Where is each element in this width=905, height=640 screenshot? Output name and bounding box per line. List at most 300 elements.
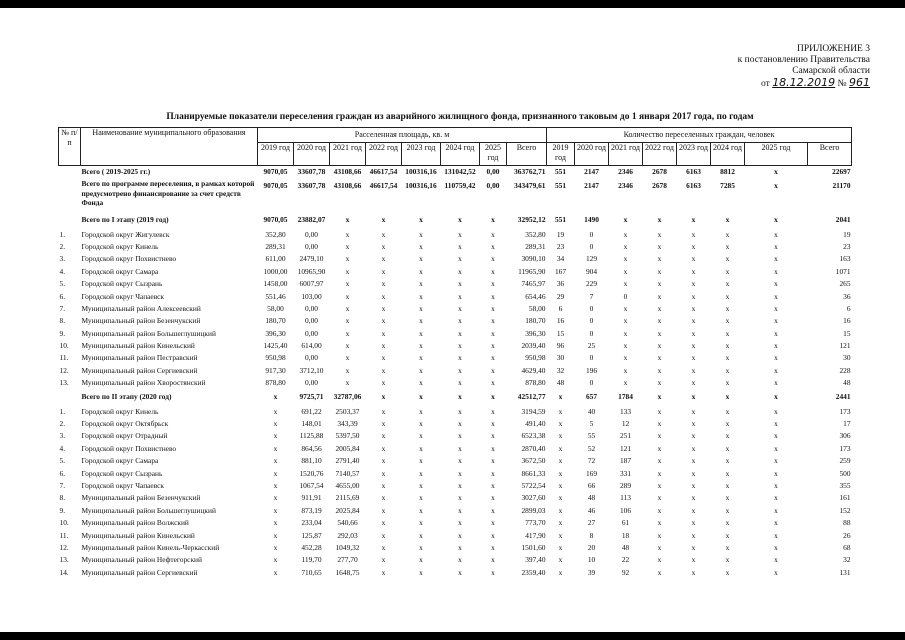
area-value: x <box>458 229 462 239</box>
area-value: 277,70 <box>337 555 358 565</box>
area-value: 1458,00 <box>263 279 288 289</box>
municipality-name: Городской округ Сызрань <box>81 468 163 478</box>
people-value: x <box>725 303 730 313</box>
table-row <box>59 278 852 290</box>
people-value: x <box>657 419 662 429</box>
people-value: x <box>774 341 778 351</box>
area-value: x <box>345 291 350 301</box>
area-value: x <box>491 392 495 402</box>
people-value: 25 <box>587 341 596 351</box>
area-value: x <box>273 542 278 552</box>
area-value: 9070,05 <box>263 215 288 225</box>
area-value: 43108,66 <box>333 181 362 191</box>
people-value: x <box>558 406 563 416</box>
people-value: x <box>691 392 696 402</box>
people-value: x <box>657 365 662 375</box>
people-value: 92 <box>621 567 630 577</box>
row-number: 12. <box>59 542 69 552</box>
municipality-name: Городской округ Кинель <box>81 241 159 251</box>
area-value: x <box>458 215 462 225</box>
municipality-name: Городской округ Жигулевск <box>81 229 170 239</box>
people-value: 167 <box>554 266 567 276</box>
area-value: x <box>273 456 278 466</box>
people-value: 8812 <box>711 166 745 179</box>
area-value: x <box>458 341 462 351</box>
area-value: 0,00 <box>305 328 318 338</box>
people-value: x <box>623 328 628 338</box>
area-value: 1049,32 <box>335 542 360 552</box>
people-value: x <box>558 481 563 490</box>
area-value: x <box>381 254 386 264</box>
people-value: 0 <box>589 353 594 363</box>
area-value: 46617,54 <box>366 166 402 179</box>
area-value: x <box>381 505 386 515</box>
people-value: x <box>774 481 778 490</box>
people-value: x <box>657 542 662 552</box>
area-value: 397,40 <box>525 555 546 565</box>
people-value: 0 <box>589 378 594 388</box>
people-value: x <box>558 493 563 503</box>
municipality-name: Городской округ Самара <box>81 456 159 466</box>
people-value: 0 <box>589 303 594 313</box>
people-value: x <box>691 378 696 388</box>
area-value: 148,01 <box>301 419 322 429</box>
area-value: x <box>381 215 386 225</box>
table-row <box>59 266 852 278</box>
people-value: x <box>691 542 696 552</box>
area-value: x <box>458 567 462 577</box>
people-value: 106 <box>619 505 632 515</box>
municipality-name: Муниципальный район Сергиевский <box>81 365 198 375</box>
people-value: x <box>691 555 696 565</box>
people-value: x <box>558 431 563 441</box>
area-value: 4655,00 <box>335 481 360 490</box>
area-value: x <box>458 518 462 528</box>
area-value: x <box>419 291 423 301</box>
area-value: x <box>419 365 423 375</box>
people-value: x <box>745 166 808 179</box>
area-value: 2479,10 <box>299 254 324 264</box>
area-value: x <box>419 328 423 338</box>
people-value: x <box>558 456 563 466</box>
people-value: 6163 <box>686 181 701 191</box>
area-year-header: 2023 год <box>402 143 441 166</box>
area-value: x <box>419 353 423 363</box>
people-value: x <box>725 266 730 276</box>
people-value: 131 <box>839 567 851 577</box>
table-row <box>59 241 852 253</box>
area-value: x <box>491 431 495 441</box>
area-value: 11965,90 <box>518 266 546 276</box>
people-value: 289 <box>619 481 632 490</box>
people-value: 66 <box>587 481 596 490</box>
people-value: x <box>657 303 662 313</box>
area-value: 1425,40 <box>263 341 288 351</box>
people-year-header: 2020 год <box>575 143 609 166</box>
table-row <box>59 443 852 455</box>
people-value: 12 <box>621 419 630 429</box>
area-value: 2359,40 <box>521 567 546 577</box>
people-value: x <box>657 328 662 338</box>
people-value: x <box>623 266 628 276</box>
area-value: x <box>381 241 386 251</box>
area-value: 125,87 <box>301 530 322 540</box>
area-value: x <box>491 291 495 301</box>
area-value: 2039,40 <box>521 341 546 351</box>
area-value: 58,00 <box>528 303 546 313</box>
document-title: Планируемые показатели переселения граждан из аварийного жилищного фонда, признанного таковым до 1 января 2017 года, по годам <box>166 112 754 122</box>
people-value: x <box>558 518 563 528</box>
area-value: x <box>345 341 350 351</box>
row-number: 2. <box>59 419 66 429</box>
people-value: x <box>774 291 778 301</box>
people-value: 0 <box>589 241 594 251</box>
people-value: x <box>691 493 696 503</box>
area-value: x <box>381 406 386 416</box>
people-value: x <box>774 443 778 453</box>
municipality-name: Всего по I этапу (2019 год) <box>81 215 169 225</box>
area-value: x <box>491 266 495 276</box>
municipality-name: Муниципальный район Алексеевский <box>81 303 201 313</box>
area-value: 1648,75 <box>335 567 360 577</box>
people-year-header: 2022 год <box>643 143 677 166</box>
people-value: 657 <box>585 392 598 402</box>
area-value: x <box>419 303 423 313</box>
people-value: 113 <box>620 493 631 503</box>
area-value: x <box>345 378 350 388</box>
people-year-header: 2023 год <box>677 143 711 166</box>
area-value: x <box>419 431 423 441</box>
people-value: 34 <box>556 254 565 264</box>
people-value: x <box>657 254 662 264</box>
municipality-name: Всего ( 2019-2025 гг.) <box>81 166 258 179</box>
area-value: x <box>273 431 278 441</box>
row-number: 4. <box>59 266 66 276</box>
people-value: x <box>623 341 628 351</box>
area-value: x <box>419 392 423 402</box>
table-row <box>59 480 852 492</box>
people-value: x <box>725 378 730 388</box>
municipality-name: Городской округ Похвистнево <box>81 254 177 264</box>
area-value: x <box>491 542 495 552</box>
row-number: 10. <box>59 341 69 351</box>
people-value: x <box>725 406 730 416</box>
people-value: x <box>558 530 563 540</box>
area-value: x <box>381 328 386 338</box>
area-value: x <box>491 530 495 540</box>
people-value: x <box>725 254 730 264</box>
area-value: x <box>419 419 423 429</box>
people-value: 306 <box>839 431 851 441</box>
area-value: 6523,38 <box>521 431 546 441</box>
people-value: x <box>657 291 662 301</box>
area-value: x <box>381 555 386 565</box>
people-value: 228 <box>839 365 851 375</box>
people-value: 1784 <box>618 392 633 402</box>
table-row <box>59 228 852 240</box>
area-value: x <box>491 254 495 264</box>
area-value: 4629,40 <box>521 365 546 375</box>
people-value: x <box>691 456 696 466</box>
people-value: x <box>558 443 563 453</box>
area-value: x <box>345 279 350 289</box>
people-year-header: 2019 год <box>547 143 575 166</box>
people-value: 904 <box>585 266 598 276</box>
people-value: x <box>657 392 662 402</box>
area-value: x <box>345 229 350 239</box>
people-value: 2147 <box>584 181 599 191</box>
people-value: 129 <box>585 254 598 264</box>
municipality-name: Муниципальный район Кинельский <box>81 530 195 540</box>
people-value: x <box>657 530 662 540</box>
people-value: 229 <box>585 279 598 289</box>
people-value: 88 <box>843 518 851 528</box>
municipality-name: Муниципальный район Большеглушицкий <box>81 328 216 338</box>
municipality-name: Муниципальный район Безенчукский <box>81 316 201 326</box>
people-value: x <box>774 279 778 289</box>
area-value: 343479,61 <box>514 181 546 191</box>
table-row <box>59 290 852 302</box>
people-value: x <box>691 229 696 239</box>
area-value: 396,30 <box>525 328 546 338</box>
people-value: 52 <box>587 443 596 453</box>
people-value: 2147 <box>575 166 609 179</box>
row-number <box>59 389 81 405</box>
municipality-name: Муниципальный район Сергиевский <box>81 567 198 577</box>
row-number: 11. <box>59 353 69 363</box>
people-value: x <box>774 254 778 264</box>
area-value: 33607,78 <box>294 166 330 179</box>
people-value: 10 <box>587 555 596 565</box>
people-value: x <box>725 316 730 326</box>
area-value: x <box>491 518 495 528</box>
people-value: x <box>623 279 628 289</box>
area-value: 9070,05 <box>258 166 294 179</box>
area-year-header: 2025 год <box>480 143 507 166</box>
people-value: x <box>725 241 730 251</box>
area-value: x <box>381 518 386 528</box>
area-value: x <box>491 505 495 515</box>
area-value: 180,70 <box>525 316 546 326</box>
people-value: 187 <box>619 456 632 466</box>
area-value: x <box>458 443 462 453</box>
area-value: 2005,84 <box>335 443 360 453</box>
people-value: 39 <box>587 567 596 577</box>
people-value: 68 <box>843 542 851 552</box>
people-value: 8 <box>589 530 594 540</box>
people-value: 32 <box>556 365 565 375</box>
area-value: x <box>381 419 386 429</box>
area-value: 551,46 <box>265 291 286 301</box>
table-row <box>59 212 852 228</box>
area-value: 5722,54 <box>521 481 546 490</box>
table-row <box>59 340 852 352</box>
area-value: 0,00 <box>480 166 507 179</box>
area-value: x <box>345 266 350 276</box>
area-value: x <box>491 443 495 453</box>
area-value: 0,00 <box>305 353 318 363</box>
people-value: x <box>774 456 778 466</box>
area-value: 0,00 <box>305 316 318 326</box>
area-value: 32952,12 <box>517 215 546 225</box>
table-row <box>59 389 852 405</box>
row-number: 4. <box>59 443 66 453</box>
people-value: x <box>725 481 730 490</box>
people-value: x <box>623 241 628 251</box>
area-value: 1501,60 <box>521 542 546 552</box>
municipality-name: Всего по II этапу (2020 год) <box>81 392 172 402</box>
area-value: x <box>458 431 462 441</box>
people-value: x <box>691 316 696 326</box>
people-value: x <box>623 353 628 363</box>
people-value: 551 <box>554 215 567 225</box>
people-value: x <box>657 215 662 225</box>
people-value: x <box>657 241 662 251</box>
people-value: 96 <box>556 341 565 351</box>
row-number: 10. <box>59 518 69 528</box>
area-value: x <box>419 456 423 466</box>
people-value: x <box>774 365 778 375</box>
area-value: x <box>491 378 495 388</box>
area-value: 110759,42 <box>444 181 476 191</box>
area-value: 363762,71 <box>507 166 547 179</box>
area-value: 9725,71 <box>299 392 324 402</box>
people-value: 23 <box>843 241 851 251</box>
area-value: x <box>458 419 462 429</box>
row-number: 3. <box>59 431 66 441</box>
people-value: x <box>774 181 778 191</box>
municipality-name: Городской округ Кинель <box>81 406 159 416</box>
col-name-header: Наименование муниципального образования <box>81 128 258 166</box>
area-value: 710,65 <box>301 567 322 577</box>
municipality-name: Городской округ Чапаевск <box>81 481 165 490</box>
area-value: x <box>381 279 386 289</box>
people-value: 6 <box>558 303 563 313</box>
people-value: x <box>691 241 696 251</box>
people-value: x <box>657 567 662 577</box>
municipality-name: Городской округ Отрадный <box>81 431 168 441</box>
people-value: x <box>774 468 778 478</box>
people-value: x <box>774 493 778 503</box>
people-value: 21170 <box>832 181 851 191</box>
people-value: x <box>774 241 778 251</box>
people-value: x <box>725 530 730 540</box>
area-value: 2870,40 <box>521 443 546 453</box>
people-value: x <box>657 353 662 363</box>
people-value: 29 <box>556 291 565 301</box>
people-value: x <box>691 266 696 276</box>
row-number: 1. <box>59 406 66 416</box>
table-row <box>59 529 852 541</box>
people-value: 0 <box>589 316 594 326</box>
people-value: 7285 <box>720 181 735 191</box>
people-value: x <box>725 567 730 577</box>
municipality-name: Городской округ Самара <box>81 266 159 276</box>
people-value: x <box>774 353 778 363</box>
area-value: x <box>458 241 462 251</box>
row-number: 12. <box>59 365 69 375</box>
people-value: 30 <box>556 353 565 363</box>
area-value: x <box>273 406 278 416</box>
municipality-name: Всего по программе переселения, в рамках которой предусмотрено финансирование за счет средств Фонда <box>81 179 255 208</box>
municipality-name: Муниципальный район Волжский <box>81 518 189 528</box>
area-value: x <box>458 530 462 540</box>
people-value: x <box>774 316 778 326</box>
people-value: 19 <box>556 229 565 239</box>
area-value: x <box>419 468 423 478</box>
area-value: x <box>491 481 495 490</box>
people-value: x <box>623 254 628 264</box>
area-value: 32787,06 <box>333 392 362 402</box>
table-row <box>59 328 852 340</box>
row-number: 6. <box>59 468 66 478</box>
area-value: 100316,16 <box>402 166 441 179</box>
people-value: 259 <box>839 456 851 466</box>
people-value: 163 <box>839 254 851 264</box>
people-value: x <box>725 341 730 351</box>
municipality-name: Городской округ Октябрьск <box>81 419 169 429</box>
area-value: 611,00 <box>265 254 286 264</box>
area-value: 2899,03 <box>521 505 546 515</box>
area-value: x <box>345 316 350 326</box>
area-value: x <box>491 353 495 363</box>
people-value: 15 <box>556 328 565 338</box>
area-value: x <box>273 567 278 577</box>
people-value: 36 <box>843 291 851 301</box>
area-value: x <box>491 341 495 351</box>
people-value: x <box>691 328 696 338</box>
row-number <box>59 178 81 212</box>
area-value: 917,30 <box>265 365 286 375</box>
area-value: x <box>458 468 462 478</box>
municipality-name: Городской округ Похвистнево <box>81 443 177 453</box>
area-value: 43108,66 <box>330 166 366 179</box>
people-value: x <box>623 365 628 375</box>
area-value: 10965,90 <box>297 266 326 276</box>
table-row <box>59 567 852 579</box>
area-value: 9070,05 <box>263 181 288 191</box>
table-row <box>59 405 852 417</box>
people-value: 2441 <box>835 392 851 402</box>
table-row <box>59 542 852 554</box>
people-value: x <box>774 328 778 338</box>
people-value: 0 <box>589 229 594 239</box>
area-value: 654,46 <box>525 291 546 301</box>
relocation-table <box>58 127 852 579</box>
people-value: 30 <box>843 353 851 363</box>
area-value: x <box>491 279 495 289</box>
area-value: 614,00 <box>301 341 322 351</box>
table-row <box>59 253 852 265</box>
table-row <box>59 377 852 389</box>
people-value: x <box>774 567 778 577</box>
table-row <box>59 418 852 430</box>
area-value: x <box>491 419 495 429</box>
people-value: 48 <box>843 378 851 388</box>
area-value: x <box>491 456 495 466</box>
area-value: 881,10 <box>301 456 322 466</box>
people-value: x <box>774 406 778 416</box>
row-number: 9. <box>59 328 66 338</box>
people-value: x <box>774 419 778 429</box>
people-value: 27 <box>587 518 596 528</box>
area-value: x <box>381 530 386 540</box>
area-value: 289,31 <box>265 241 286 251</box>
people-value: x <box>657 555 662 565</box>
people-value: x <box>774 303 778 313</box>
area-value: x <box>273 419 278 429</box>
people-value: 1490 <box>584 215 599 225</box>
